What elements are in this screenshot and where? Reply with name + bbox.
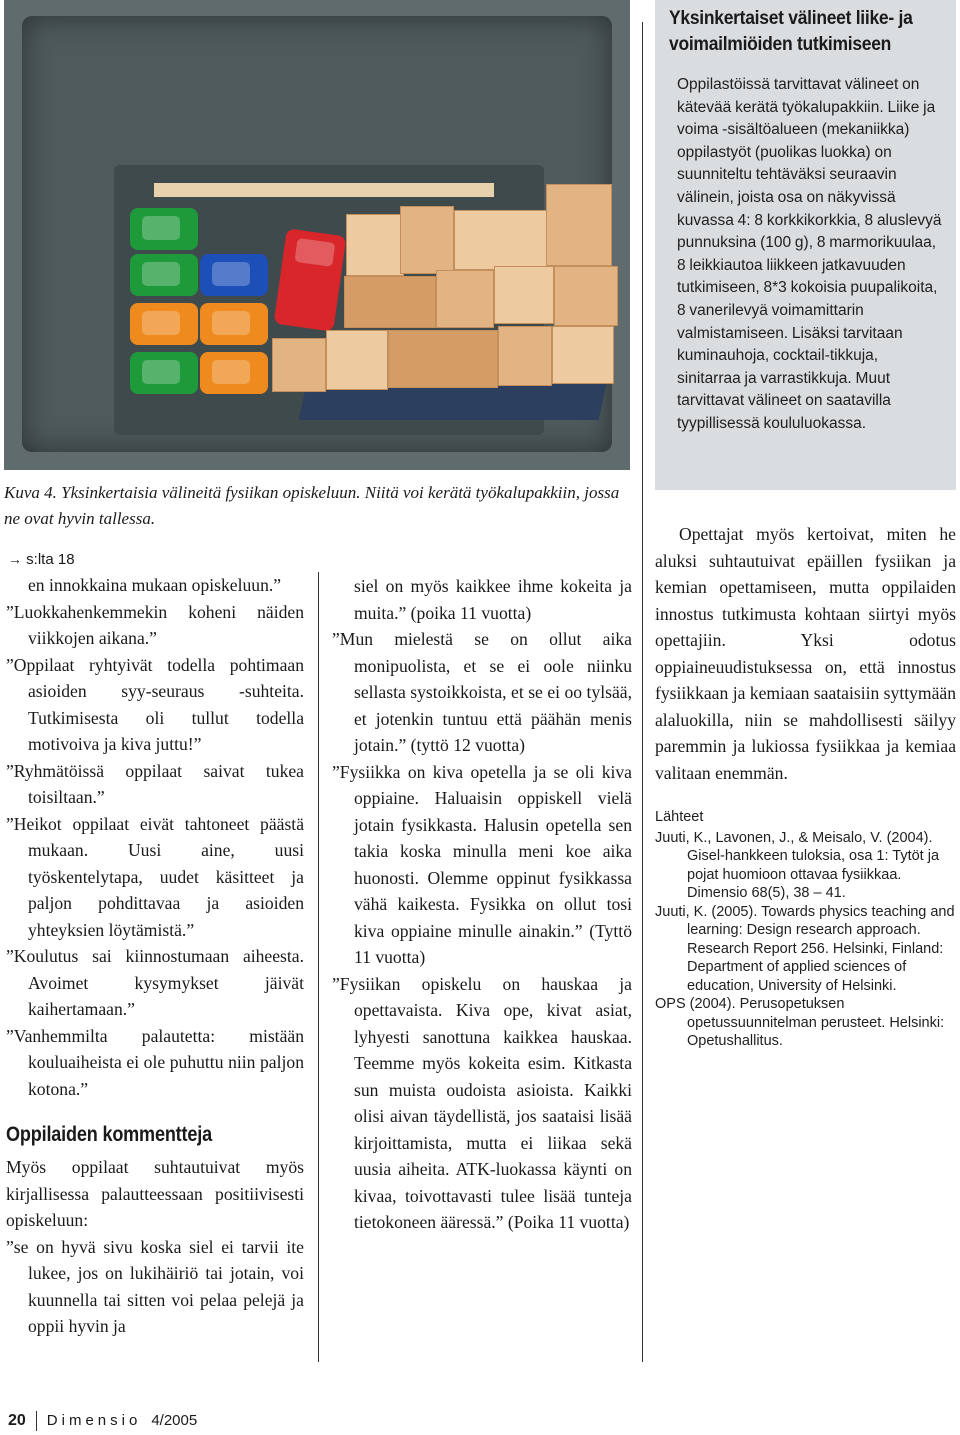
column-rule	[642, 22, 643, 1362]
sidebar-text: Oppilastöissä tarvittavat välineet on kätevää kerätä työkalupakkiin. Liike ja voima -sisältöalueen (mekaniikka) oppilastyöt (puolikas luokka) on suunniteltu tehtäväksi seuraavin välinein, joista osa on näkyvissä kuvassa 4: 8 korkkikorkkia, 8 aluslevyä punnuksina (100 g), 8 marmorikuulaa, 8 leikkiautoa liikkeen jatkavuuden tutkimiseen, 8*3 kokoisia puupalikoita, 8 vanerilevyä voimamittarin valmistamiseen. Lisäksi tarvitaan kuminauhoja, cocktail-tikkuja, sinitarraa ja varrastikkuja. Muut tarvittavat välineet on saatavilla tyypillisessä koululuokassa.	[677, 76, 942, 432]
photo-block	[546, 184, 612, 266]
photo-car-green	[130, 208, 198, 250]
continued-label: s:lta 18	[26, 551, 75, 568]
quote: ”Mun mielestä se on ollut aika monipuolista, et se ei oole niinku sellasta systoikkoista, et se ei oo tylsää, et jotenkin tuntuu että päähän menis jotain.” (tyttö 12 vuotta)	[332, 629, 632, 755]
page-footer	[8, 1410, 197, 1432]
reference-item: OPS (2004). Perusopetuksen opetussuunnitelman perusteet. Helsinki: Opetushallitus.	[655, 996, 945, 1049]
quote: ”Heikot oppilaat eivät tahtoneet päästä mukaan. Uusi aine, uusi työskentelytapa, uudet käsitteet ja paljon pohdittavaa ja asioiden yhteyksien löytämistä.”	[6, 813, 304, 940]
photo-block	[400, 206, 454, 274]
photo-block	[344, 276, 436, 328]
quote: ”Ryhmätöissä oppilaat saivat tukea toisiltaan.”	[6, 760, 304, 807]
continued-from	[8, 547, 304, 572]
photo-car-blue	[200, 254, 268, 296]
quote: ”se on hyvä sivu koska siel ei tarvii ite lukee, jos on lukihäiriö tai jotain, voi kuunnella tai sitten voi pelaa pelejä ja oppii hyvin ja	[6, 1236, 304, 1336]
photo-block	[388, 330, 498, 388]
paragraph: Opettajat myös kertoivat, miten he aluksi suhtautuivat epäillen fysiikan ja kemian opettamiseen, mutta oppilaiden innostus tutkimusta kohtaan siirtyi myös opettajiin. Yksi odotus oppiaineuudistuksessa on, että innostus fysiikkaan ja kemiaan saataisiin syttymään alaluokilla, niin se mahdollisesti säilyy paremmin ja lukiossa fysiikkaa ja kemiaa valitaan enemmän.	[655, 524, 956, 783]
photo-block	[494, 266, 554, 324]
photo-block	[552, 326, 614, 384]
photo-car-green	[130, 352, 198, 394]
section-heading: Oppilaiden kommentteja	[6, 1123, 212, 1146]
magazine-name: Dimensio	[46, 1412, 142, 1429]
column-1	[6, 547, 304, 1340]
photo-car-green	[130, 254, 198, 296]
photo-car-orange	[200, 352, 268, 394]
column-rule	[318, 572, 319, 1362]
quote: siel on myös kaikkee ihme kokeita ja muita.” (poika 11 vuotta)	[354, 576, 632, 623]
quote: ”Fysiikan opiskelu on hauskaa ja opettavaista. Kiva ope, kivat asiat, lyhyesti sanottuna kaikkea hauskaa. Teemme myös kokeita esim. Kitkasta sun muista oudoista asioista. Kaikki olisi aivan täydellistä, jos saataisi lisää kirjoittamista, mutta ei liikaa sekä uusia aiheita. ATK-luokassa käynti on kivaa, toivottavasti tulee lisää tunteja tietokoneen ääressä.” (Poika 11 vuotta)	[332, 973, 632, 1232]
photo-block	[272, 338, 326, 392]
photo-car-orange	[130, 303, 198, 345]
column-2	[332, 573, 632, 1236]
photo-block	[346, 214, 404, 276]
photo-plank	[154, 183, 494, 197]
quote: en innokkaina mukaan opiskeluun.”	[28, 575, 282, 595]
photo-car-orange	[200, 303, 268, 345]
photo-block	[454, 210, 548, 270]
reference-item: Juuti, K., Lavonen, J., & Meisalo, V. (2004). Gisel-hankkeen tuloksia, osa 1: Tytöt ja pojat huomioon ottavaa fysiikkaa. Dimensio 68(5), 38 – 41.	[655, 829, 940, 901]
photo-block	[436, 270, 494, 328]
column-3	[655, 521, 956, 1051]
photo-block	[498, 326, 552, 386]
arrow-right-icon: →	[8, 551, 22, 567]
quote: ”Fysiikka on kiva opetella ja se oli kiva oppiaine. Haluaisin oppiskell vielä jotain fysikkasta. Halusin opetella sen takia koska minulla meni koe aika huonosti. Olemme oppinut fysikkassa vähä kaikesta. Fysikka on ollut tosi kiva oppiaine minulle ainakin.” (Tyttö 11 vuotta)	[332, 761, 632, 967]
page-number: 20	[8, 1412, 26, 1429]
references-title: Lähteet	[655, 809, 704, 825]
magazine-issue: 4/2005	[151, 1412, 198, 1429]
photo-toolbox	[4, 0, 630, 470]
quote: ”Vanhemmilta palautetta: mistään kouluaiheista ei ole puhuttu niin paljon kotona.”	[6, 1025, 304, 1099]
photo-block	[554, 266, 618, 326]
references	[655, 808, 956, 1051]
quote: ”Oppilaat ryhtyivät todella pohtimaan asioiden syy-seuraus -suhteita. Tutkimisesta oli tullut todella motivoiva ja kiva juttu!”	[6, 654, 304, 754]
figure-caption: Kuva 4. Yksinkertaisia välineitä fysiikan opiskeluun. Niitä voi kerätä työkalupakkiin, jossa ne ovat hyvin tallessa.	[4, 483, 620, 528]
sidebar-box	[655, 0, 956, 490]
paragraph: Myös oppilaat suhtautuivat myös kirjallisessa palautteessaan positiivisesti opiskeluun:	[6, 1157, 304, 1230]
quote: ”Koulutus sai kiinnostumaan aiheesta. Avoimet kysymykset jäivät kaihertamaan.”	[6, 946, 304, 1019]
footer-divider	[36, 1411, 37, 1431]
sidebar-title: Yksinkertaiset välineet liike- ja voimailmiöiden tutkimiseen	[669, 8, 913, 55]
photo-block	[326, 330, 388, 390]
reference-item: Juuti, K. (2005). Towards physics teaching and learning: Design research approach. Research Report 256. Helsinki, Finland: Department of applied sciences of education, University of Helsinki.	[655, 903, 955, 994]
quote: ”Luokkahenkemmekin koheni näiden viikkojen aikana.”	[6, 601, 304, 648]
